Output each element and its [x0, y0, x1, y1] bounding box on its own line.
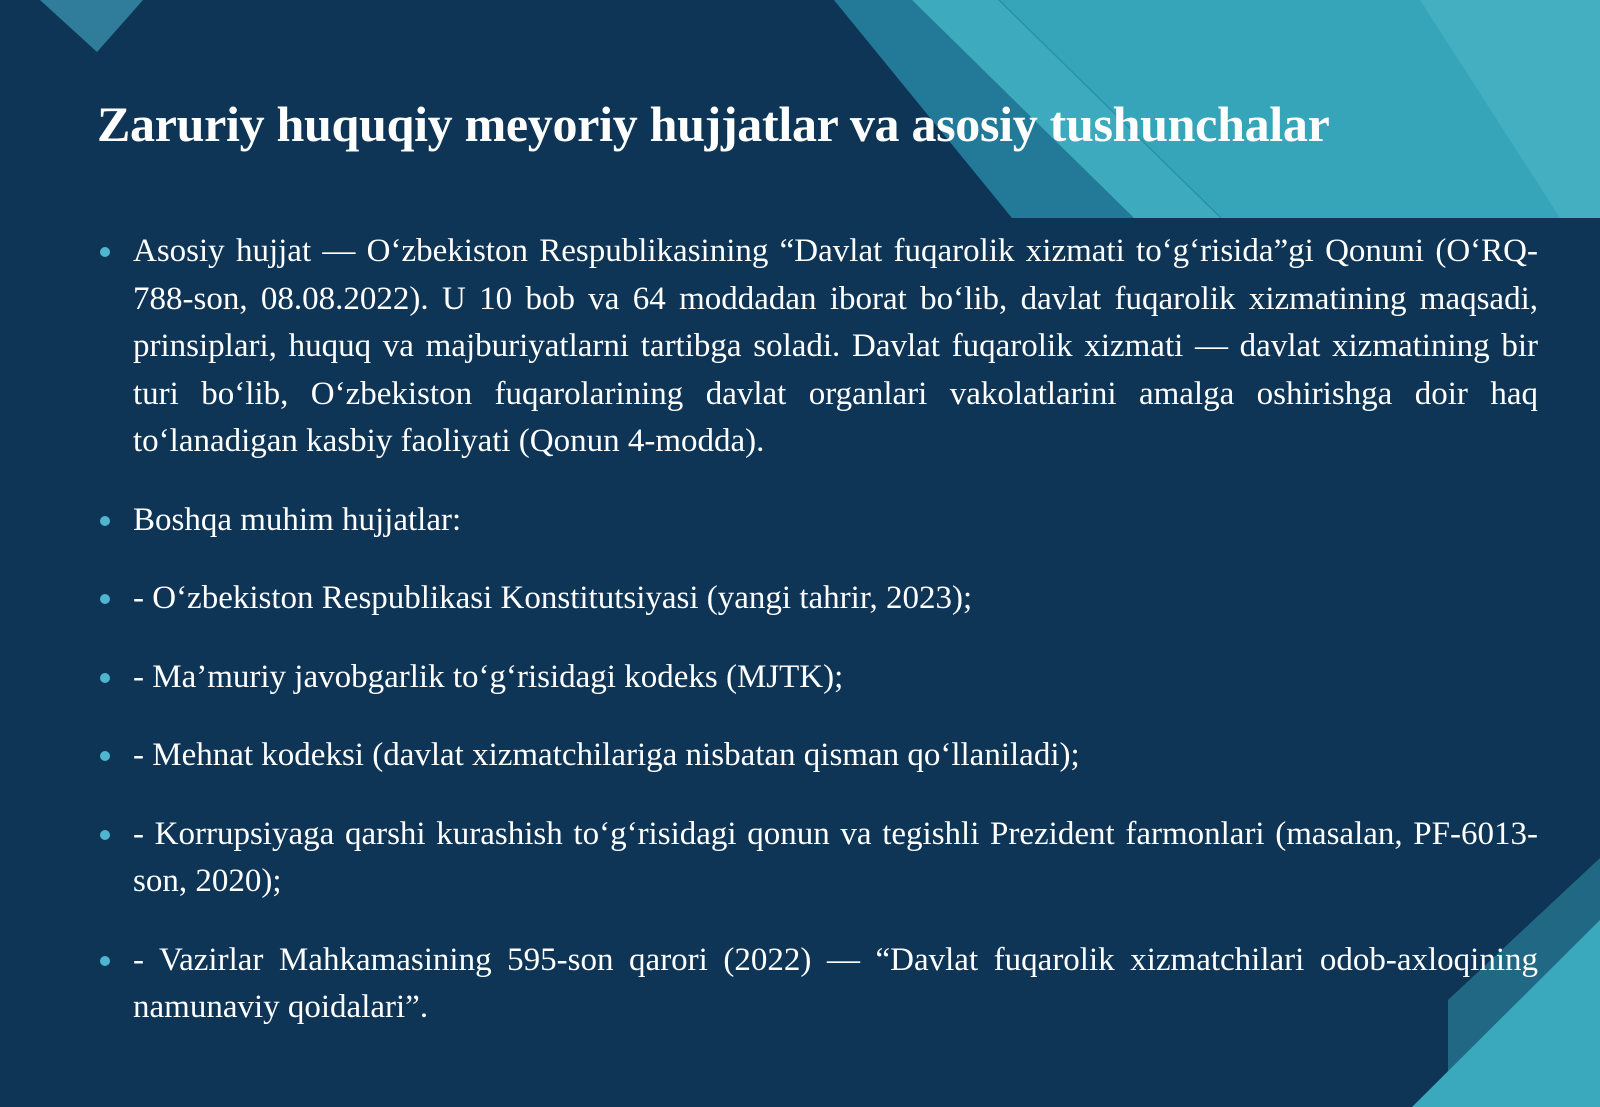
- bullet-dot-icon: [100, 516, 110, 526]
- bullet-text: - Korrupsiyaga qarshi kurashish to‘g‘risidagi qonun va tegishli Prezident farmonlari (masalan, PF-6013-son, 2020);: [133, 815, 1538, 899]
- bullet-text: - Mehnat kodeksi (davlat xizmatchilariga nisbatan qisman qo‘llaniladi);: [133, 737, 1080, 773]
- bullet-dot-icon: [100, 247, 110, 257]
- slide-title: Zaruriy huquqiy meyoriy hujjatlar va asosiy tushunchalar: [97, 96, 1330, 152]
- bullet-list: [100, 228, 1538, 1063]
- bullet-dot-icon: [100, 673, 110, 683]
- bullet-text: Asosiy hujjat — O‘zbekiston Respublikasining “Davlat fuqarolik xizmati to‘g‘risida”gi Qonuni (O‘RQ-788-son, 08.08.2022). U 10 bob va 64 moddadan iborat bo‘lib, davlat fuqarolik xizmatining maqsadi, prinsiplari, huquq va majburiyatlarni tartibga soladi. Davlat fuqarolik xizmati — davlat xizmatining bir turi bo‘lib, O‘zbekiston fuqarolarining davlat organlari vakolatlarini amalga oshirishga doir haq to‘lanadigan kasbiy faoliyati (Qonun 4-modda).: [133, 233, 1538, 459]
- bullet-item-labor-code: [100, 732, 1538, 780]
- top-left-triangle: [40, 0, 143, 52]
- bullet-text: - Ma’muriy javobgarlik to‘g‘risidagi kodeks (MJTK);: [133, 658, 844, 695]
- bullet-item-main-document: [100, 228, 1538, 466]
- bullet-text: - Vazirlar Mahkamasining 595-son qarori (2022) — “Davlat fuqarolik xizmatchilari odob-axloqining namunaviy qoidalari”.: [133, 941, 1538, 1025]
- bullet-dot-icon: [100, 751, 110, 761]
- bullet-item-administrative-code: [100, 654, 1538, 702]
- bullet-item-anticorruption-law: [100, 811, 1538, 906]
- bullet-dot-icon: [100, 594, 110, 604]
- bullet-item-other-documents: [100, 497, 1538, 545]
- bullet-text: - O‘zbekiston Respublikasi Konstitutsiyasi (yangi tahrir, 2023);: [133, 580, 973, 616]
- bullet-item-constitution: [100, 575, 1538, 623]
- bullet-dot-icon: [100, 956, 110, 966]
- bullet-item-cabinet-resolution: [100, 937, 1538, 1032]
- bullet-dot-icon: [100, 830, 110, 840]
- bullet-text: Boshqa muhim hujjatlar:: [133, 501, 462, 538]
